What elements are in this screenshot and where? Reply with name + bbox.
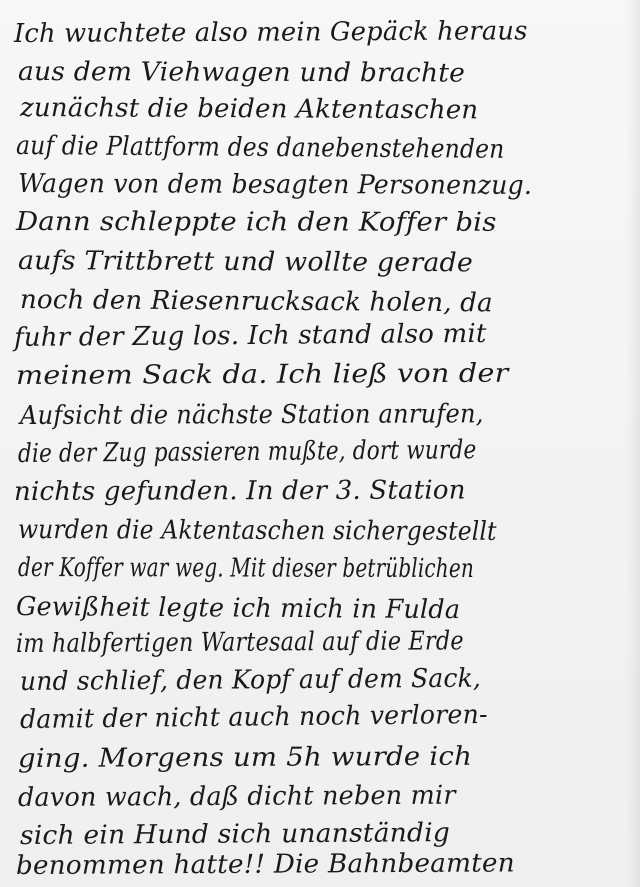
text-line-10: meinem Sack da. Ich ließ von der [15, 358, 509, 391]
text-line-4: auf die Plattform des danebenstehenden [15, 131, 505, 165]
text-line-18: und schlief, den Kopf auf dem Sack, [19, 663, 482, 697]
text-line-11: Aufsicht die nächste Station anrufen, [19, 399, 484, 431]
text-line-8: noch den Riesenrucksack holen, da [19, 285, 493, 319]
text-line-16: Gewißheit legte ich mich in Fulda [15, 592, 461, 626]
text-line-17: im halbfertigen Wartesaal auf die Erde [15, 626, 464, 659]
text-line-9: fuhr der Zug los. Ich stand also mit [13, 318, 487, 353]
text-line-15: der Koffer war weg. Mit dieser betrüblichen [17, 553, 474, 585]
text-line-14: wurden die Aktentaschen sichergestellt [17, 515, 497, 547]
text-line-12: die der Zug passieren mußte, dort wurde [17, 435, 477, 469]
text-line-13: nichts gefunden. In der 3. Station [13, 475, 466, 507]
text-line-19: damit der nicht auch noch verloren- [19, 699, 488, 735]
text-line-3: zunächst die beiden Aktentaschen [19, 93, 479, 126]
text-line-21: davon wach, daß dicht neben mir [17, 780, 456, 813]
text-line-7: aufs Trittbrett und wollte gerade [17, 246, 474, 279]
text-line-6: Dann schleppte ich den Koffer bis [15, 207, 497, 238]
text-line-23: benommen hatte!! Die Bahnbeamten [15, 848, 515, 881]
text-line-5: Wagen von dem besagten Personenzug. [17, 169, 533, 201]
text-line-1: Ich wuchtete also mein Gepäck heraus [13, 16, 528, 49]
text-line-22: sich ein Hund sich unanständig [19, 818, 451, 851]
text-line-20: ging. Morgens um 5h wurde ich [17, 741, 473, 774]
text-line-2: aus dem Viehwagen und brachte [17, 57, 466, 89]
page-edge-shadow [626, 0, 640, 887]
